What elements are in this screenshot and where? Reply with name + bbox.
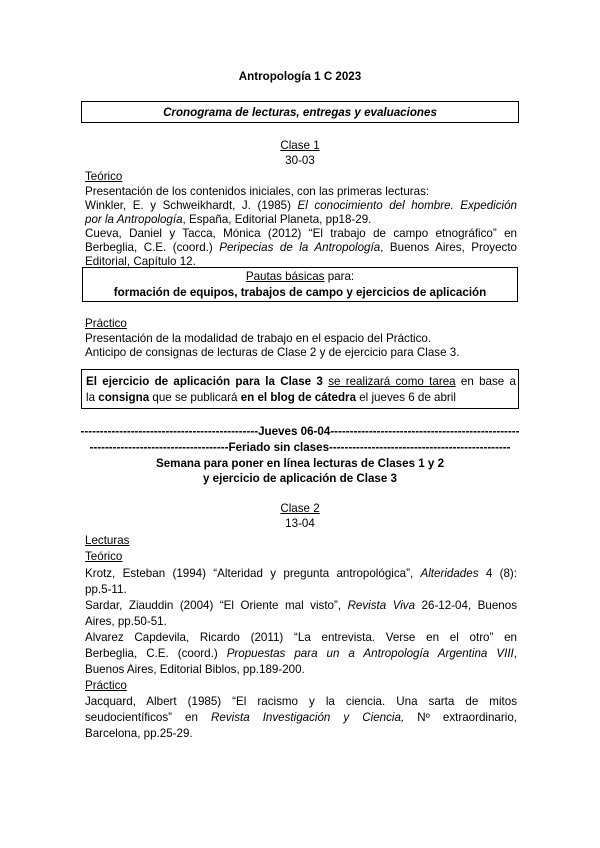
clase1-ref1-line1: Winkler, E. y Schweikhardt, J. (1985) El conocimiento del hombre. Expedición: [85, 199, 518, 212]
clase1-date: 30-03: [285, 154, 315, 167]
clase2-krotz-line2: pp.5-11.: [85, 583, 127, 596]
pautas-box: [82, 267, 518, 302]
clase2-krotz-line1: Krotz, Esteban (1994) “Alteridad y pregunta antropológica”, Alteridades 4 (8):: [85, 567, 518, 580]
feriado-separator: ------------------------------------Feriado sin clases-----------------------------------------------: [89, 441, 511, 454]
clase1-heading: Clase 1: [280, 139, 320, 152]
clase2-alvarez-line3: Buenos Aires, Editorial Biblos, pp.189-200.: [85, 663, 305, 676]
clase2-date: 13-04: [285, 517, 315, 530]
clase1-ref2-line3: Editorial, Capítulo 12.: [85, 255, 196, 268]
semana-line2: y ejercicio de aplicación de Clase 3: [203, 472, 397, 485]
pautas-line1: Pautas básicas para:: [245, 270, 355, 283]
document-title: Antropología 1 C 2023: [238, 70, 362, 83]
clase1-intro: Presentación de los contenidos iniciales, con las primeras lecturas:: [85, 185, 430, 198]
clase2-sardar-line2: Aires, pp.50-51.: [85, 615, 167, 628]
clase2-jacquard-line2: seudocientíficos” en Revista Investigación y Ciencia, Nº extraordinario,: [85, 711, 517, 724]
schedule-header-box: [81, 101, 519, 123]
clase2-alvarez-line1: Alvarez Capdevila, Ricardo (2011) “La entrevista. Verse en el otro” en: [85, 631, 517, 644]
clase1-ref1-line2: por la Antropología, España, Editorial Planeta, pp18-29.: [85, 213, 372, 226]
clase1-ref2-line2: Berbeglia, C.E. (coord.) Peripecias de la Antropología, Buenos Aires, Proyecto: [85, 241, 517, 254]
clase1-practico-line1: Presentación de la modalidad de trabajo en el espacio del Práctico.: [85, 332, 432, 345]
pautas-line2: formación de equipos, trabajos de campo y ejercicios de aplicación: [113, 286, 487, 299]
clase1-practico-label: Práctico: [85, 317, 127, 330]
semana-line1: Semana para poner en línea lecturas de Clases 1 y 2: [155, 457, 445, 470]
ejercicio-line2: la consigna que se publicará en el blog de cátedra el jueves 6 de abril: [86, 391, 456, 404]
clase2-teorico-label: Teórico: [85, 550, 123, 563]
jueves-separator: ----------------------------------------------Jueves 06-04-------------------------------------------------: [80, 425, 520, 438]
clase2-jacquard-line3: Barcelona, pp.25-29.: [85, 727, 193, 740]
clase1-practico-line2: Anticipo de consignas de lecturas de Clase 2 y de ejercicio para Clase 3.: [85, 346, 460, 359]
schedule-header-text: Cronograma de lecturas, entregas y evaluaciones: [163, 106, 437, 119]
clase1-ref2-line1: Cueva, Daniel y Tacca, Mónica (2012) “El trabajo de campo etnográfico” en: [85, 227, 517, 240]
clase2-practico-label: Práctico: [85, 679, 127, 692]
clase2-lecturas-label: Lecturas: [85, 534, 130, 547]
clase2-sardar-line1: Sardar, Ziauddin (2004) “El Oriente mal visto”, Revista Viva 26-12-04, Buenos: [85, 599, 517, 612]
clase2-jacquard-line1: Jacquard, Albert (1985) “El racismo y la ciencia. Una sarta de mitos: [85, 695, 517, 708]
clase1-teorico-label: Teórico: [85, 170, 123, 183]
clase2-heading: Clase 2: [280, 502, 320, 515]
ejercicio-box: [81, 369, 519, 409]
ejercicio-line1: El ejercicio de aplicación para la Clase 3 se realizará como tarea en base a: [86, 375, 516, 388]
clase2-alvarez-line2: Berbeglia, C.E. (coord.) Propuestas para un a Antropología Argentina VIII,: [85, 647, 517, 660]
